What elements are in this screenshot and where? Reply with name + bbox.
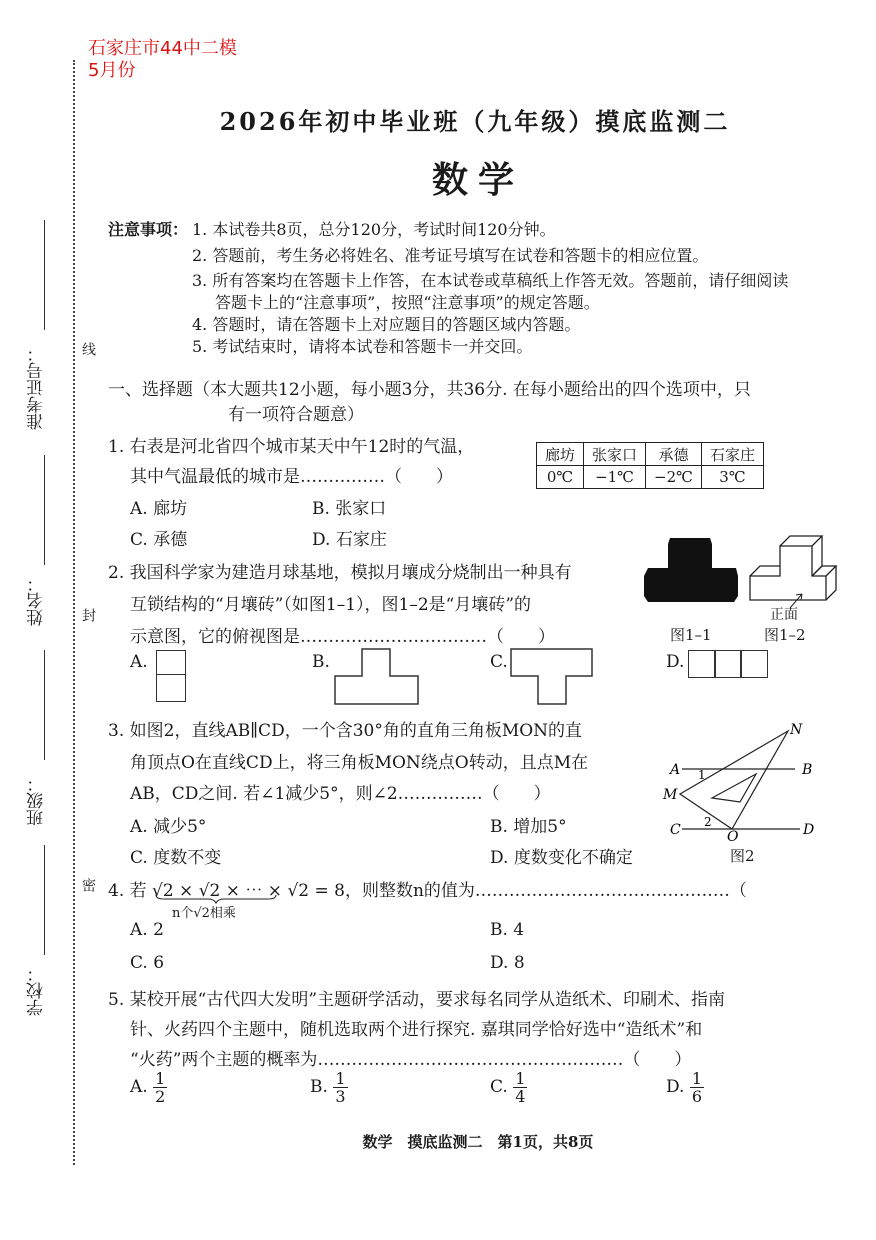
point-o: O: [727, 829, 739, 845]
option-d-shape: [688, 650, 716, 678]
seal-mark: 封: [80, 608, 96, 622]
q2-text: 2. 我国科学家为建造月球基地，模拟月壤成分烧制出一种具有: [108, 563, 572, 583]
option-a-shape: [156, 674, 186, 702]
option-letter: A.: [130, 1077, 148, 1097]
option-letter: D.: [666, 1077, 685, 1097]
q2-option-b: B.: [312, 652, 330, 672]
q1-option-d: D. 石家庄: [312, 530, 387, 550]
table-cell: 石家庄: [701, 443, 763, 466]
secret-mark: 密: [80, 878, 96, 892]
q5-option-c: [490, 1070, 527, 1105]
option-c-shape: [510, 648, 594, 706]
figure-1-2-caption: 图1–2: [764, 626, 806, 644]
school-label: 学校：: [27, 965, 47, 1016]
option-letter: B.: [310, 1077, 328, 1097]
point-n: N: [790, 722, 803, 738]
q4-underbrace-label: n个√2相乘: [172, 906, 236, 921]
denominator: 2: [155, 1087, 166, 1106]
angle-2-label: 2: [704, 815, 712, 829]
table-cell: 承德: [646, 443, 702, 466]
exam-id-label: 准考证号：: [27, 345, 47, 430]
fraction: [153, 1070, 167, 1105]
q3-option-b: B. 增加5°: [490, 817, 567, 837]
note-item: 3. 所有答案均在答题卡上作答，在本试卷或草稿纸上作答无效。答题前，请仔细阅读: [192, 271, 789, 290]
subject-title: 数学: [431, 159, 524, 201]
q1-option-b: B. 张家口: [312, 499, 387, 519]
q1-option-a: A. 廊坊: [130, 499, 188, 519]
q4-option-d: D. 8: [490, 953, 525, 973]
q4-expression: √2 × √2 × ⋯ × √2 = 8，则整数n的值为………………………………………（: [152, 881, 747, 901]
moon-brick-photo: [644, 538, 738, 602]
note-item: 2. 答题前，考生务必将姓名、准考证号填写在试卷和答题卡的相应位置。: [192, 246, 709, 265]
figure-2-diagram: [660, 720, 830, 845]
moon-brick-figures: [640, 528, 850, 628]
q2-text: 互锁结构的“月壤砖”（如图1–1），图1–2是“月壤砖”的: [130, 595, 532, 615]
option-d-shape: [740, 650, 768, 678]
class-line: [44, 650, 45, 760]
option-letter: C.: [490, 1077, 508, 1097]
q3-text: 3. 如图2，直线AB∥CD，一个含30°角的直角三角板MON的直: [108, 721, 583, 741]
option-d-shape: [714, 650, 742, 678]
q5-text: 针、火药四个主题中，随机选取两个进行探究. 嘉琪同学恰好选中“造纸术”和: [130, 1020, 703, 1040]
name-label: 姓名：: [27, 575, 47, 626]
q5-option-d: [666, 1070, 704, 1105]
table-cell: −2℃: [646, 466, 702, 489]
angle-1-label: 1: [698, 768, 706, 782]
page-footer: 数学 摸底监测二 第1页，共8页: [362, 1133, 594, 1151]
section1-heading: 一、选择题（本大题共12小题，每小题3分，共36分. 在每小题给出的四个选项中，只: [108, 380, 751, 400]
denominator: 4: [515, 1087, 526, 1106]
q3-option-c: C. 度数不变: [130, 848, 222, 868]
fraction: [513, 1070, 527, 1105]
option-b-shape: [334, 648, 420, 706]
q1-text: 其中气温最低的城市是……………（ ）: [130, 467, 453, 487]
q1-option-c: C. 承德: [130, 530, 188, 550]
q2-text: 示意图，它的俯视图是……………………………（ ）: [130, 627, 555, 647]
exam-id-line: [44, 220, 45, 330]
section1-heading-cont: 有一项符合题意）: [228, 405, 364, 425]
q4-prefix: 4. 若: [108, 881, 147, 901]
table-cell: 张家口: [584, 443, 646, 466]
numerator: 1: [515, 1069, 526, 1088]
q3-text: AB，CD之间. 若∠1减少5°，则∠2……………（ ）: [130, 784, 551, 804]
temperature-table: [536, 442, 764, 489]
class-label: 班级：: [27, 775, 47, 826]
point-d: D: [803, 822, 815, 838]
q2-option-a: A.: [130, 652, 148, 672]
note-item: 答题卡上的“注意事项”，按照“注意事项”的规定答题。: [215, 293, 600, 312]
table-cell: −1℃: [584, 466, 646, 489]
numerator: 1: [691, 1069, 703, 1088]
notes-label: 注意事项：: [108, 220, 189, 239]
q3-option-d: D. 度数变化不确定: [490, 848, 633, 868]
q4-option-b: B. 4: [490, 920, 525, 940]
q3-option-a: A. 减少5°: [130, 817, 207, 837]
point-m: M: [663, 787, 678, 803]
fraction: [333, 1070, 347, 1105]
option-a-shape: [156, 650, 186, 675]
q5-text: 5. 某校开展“古代四大发明”主题研学活动，要求每名同学从造纸术、印刷术、指南: [108, 990, 726, 1010]
table-cell: 廊坊: [537, 443, 584, 466]
exam-title: 2026年初中毕业班（九年级）摸底监测二: [219, 107, 731, 136]
q5-option-a: [130, 1070, 167, 1105]
school-note: 石家庄市44中二模: [88, 38, 237, 59]
q2-option-d: D.: [666, 652, 685, 672]
figure-1-1-caption: 图1–1: [670, 626, 712, 644]
q5-option-b: [310, 1070, 348, 1105]
table-cell: 0℃: [537, 466, 584, 489]
note-item: 4. 答题时，请在答题卡上对应题目的答题区域内答题。: [192, 315, 581, 334]
binding-dotted-line: [73, 60, 75, 1165]
note-item: 5. 考试结束时，请将本试卷和答题卡一并交回。: [192, 337, 533, 356]
school-line: [44, 845, 45, 955]
point-a: A: [670, 762, 681, 778]
cut-line-mark: 线: [80, 342, 96, 356]
fraction: [690, 1070, 704, 1105]
front-label: 正面: [770, 607, 798, 623]
name-line: [44, 455, 45, 565]
month-note: 5月份: [88, 60, 136, 81]
denominator: 6: [691, 1087, 703, 1106]
numerator: 1: [155, 1069, 166, 1088]
q4-option-c: C. 6: [130, 953, 165, 973]
figure-2-caption: 图2: [730, 847, 755, 865]
q4-option-a: A. 2: [130, 920, 164, 940]
denominator: 3: [335, 1087, 346, 1106]
q3-text: 角顶点O在直线CD上，将三角板MON绕点O转动，且点M在: [130, 753, 589, 773]
q2-option-c: C.: [490, 652, 508, 672]
triangle-mon: [680, 731, 788, 829]
q1-text: 1. 右表是河北省四个城市某天中午12时的气温，: [108, 437, 475, 457]
note-item: 1. 本试卷共8页，总分120分，考试时间120分钟。: [192, 220, 556, 239]
moon-brick-diagram: [750, 536, 836, 608]
numerator: 1: [335, 1069, 346, 1088]
q5-text: “火药”两个主题的概率为………………………………………………（ ）: [130, 1050, 692, 1070]
table-cell: 3℃: [701, 466, 763, 489]
point-c: C: [670, 822, 681, 838]
point-b: B: [802, 762, 813, 778]
